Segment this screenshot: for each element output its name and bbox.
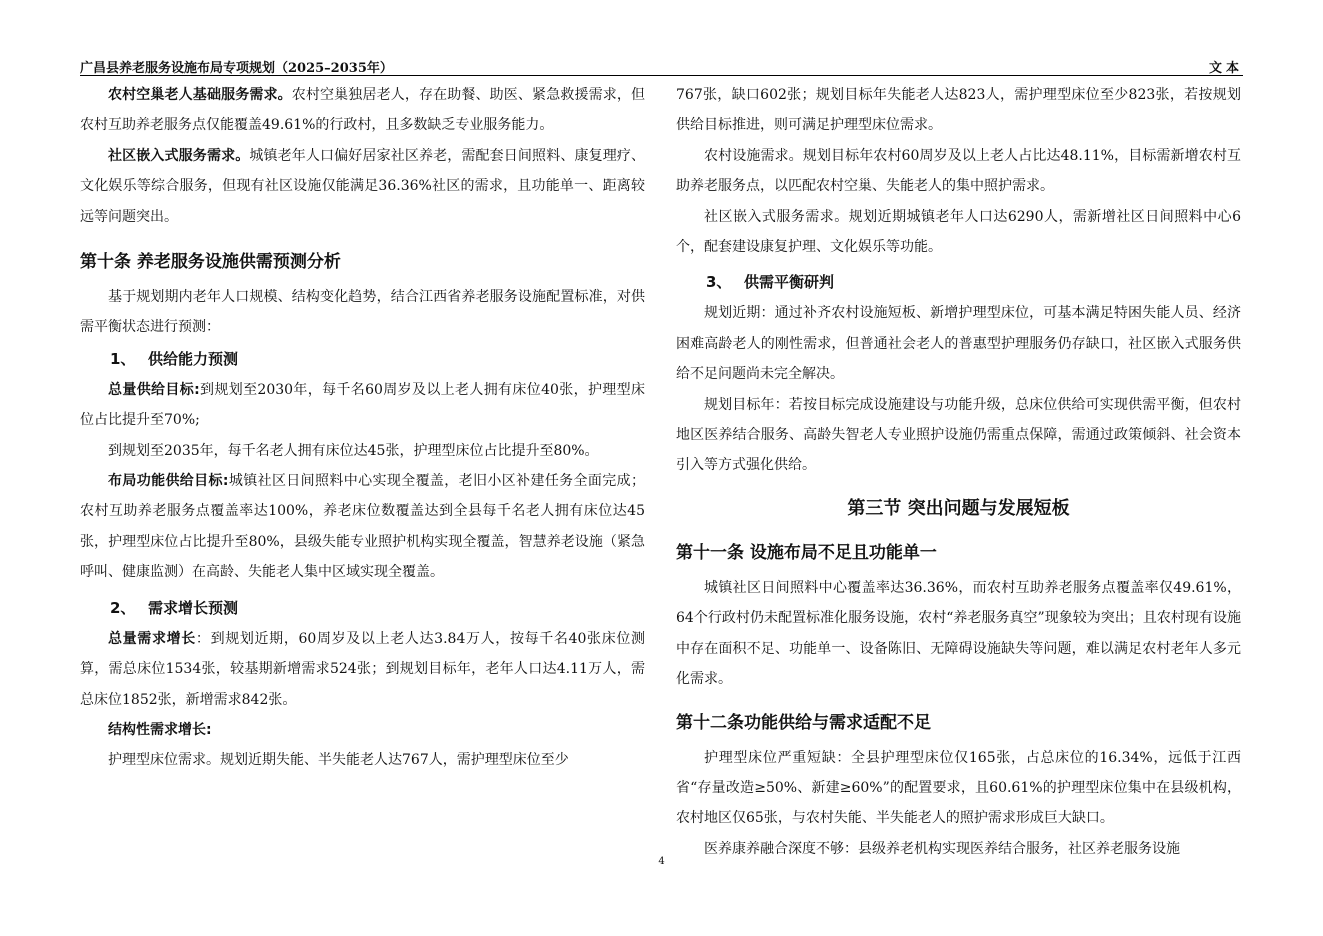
section-title: 第三节 突出问题与发展短板 <box>847 497 1070 519</box>
paragraph-lead: 结构性需求增长: <box>108 721 212 738</box>
header-label: 文本 <box>1208 61 1243 76</box>
paragraph: 护理型床位严重短缺：全县护理型床位仅165张，占总床位的16.34%，远低于江西省“存量改造≥50%、新建≥60%”的配置要求，且60.61%的护理型床位集中在县级机构，农村地区仅65张，与农村失能、半失能老人的照护需求形成巨大缺口。 <box>676 749 1241 827</box>
subsection-heading <box>80 343 645 375</box>
subsection-heading <box>676 266 1241 298</box>
paragraph-text: 城镇老年人口偏好居家社区养老，需配套日间照料、康复理疗、文化娱乐等综合服务，但现有社区设施仅能满足36.36%社区的需求，且功能单一、距离较远等问题突出。 <box>80 147 646 225</box>
paragraph: 到规划至2035年，每千名老人拥有床位达45张，护理型床位占比提升至80%。 <box>108 442 599 459</box>
article-12-title: 第十二条功能供给与需求适配不足 <box>676 712 931 733</box>
subsection-title: 需求增长预测 <box>148 598 239 617</box>
paragraph: 城镇社区日间照料中心覆盖率达36.36%，而农村互助养老服务点覆盖率仅49.61%，64个行政村仍未配置标准化服务设施，农村“养老服务真空”现象较为突出；且农村现有设施中存在面积不足、功能单一、设备陈旧、无障碍设施缺失等问题，难以满足农村老年人多元化需求。 <box>676 579 1241 688</box>
paragraph <box>80 80 645 141</box>
paragraph-text: 到规划至2030年，每千名60周岁及以上老人拥有床位40张，护理型床位占比提升至70%; <box>80 381 645 429</box>
paragraph: 社区嵌入式服务需求。规划近期城镇老年人口达6290人，需新增社区日间照料中心6个，配套建设康复护理、文化娱乐等功能。 <box>676 208 1241 256</box>
paragraph: 护理型床位需求。规划近期失能、半失能老人达767人，需护理型床位至少 <box>108 752 569 769</box>
paragraph: 规划近期：通过补齐农村设施短板、新增护理型床位，可基本满足特困失能人员、经济困难高龄老人的刚性需求，但普通社会老人的普惠型护理服务仍存缺口，社区嵌入式服务供给不足问题尚未完全解决。 <box>676 305 1241 383</box>
paragraph: 767张，缺口602张；规划目标年失能老人达823人，需护理型床位至少823张，若按规划供给目标推进，则可满足护理型床位需求。 <box>676 87 1241 134</box>
paragraph <box>80 466 645 588</box>
paragraph <box>80 715 645 745</box>
paragraph <box>80 375 645 436</box>
subsection-number: 1、 <box>110 349 136 368</box>
paragraph-lead: 社区嵌入式服务需求。 <box>108 147 250 164</box>
article-10-title: 第十条 养老服务设施供需预测分析 <box>80 252 341 273</box>
paragraph <box>80 141 645 232</box>
paragraph: 医养康养融合深度不够：县级养老机构实现医养结合服务，社区养老服务设施 <box>704 840 1180 857</box>
page-header <box>80 55 1243 76</box>
paragraph: 规划目标年：若按目标完成设施建设与功能升级，总床位供给可实现供需平衡，但农村地区医养结合服务、高龄失智老人专业照护设施仍需重点保障，需通过政策倾斜、社会资本引入等方式强化供给。 <box>676 396 1241 474</box>
header-title: 广昌县养老服务设施布局专项规划（2025–2035年） <box>80 61 393 76</box>
subsection-number: 3、 <box>706 273 732 292</box>
paragraph: 基于规划期内老年人口规模、结构变化趋势，结合江西省养老服务设施配置标准，对供需平衡状态进行预测： <box>80 289 645 336</box>
paragraph-lead: 总量需求增长 <box>108 630 196 647</box>
paragraph-text: 城镇社区日间照料中心实现全覆盖，老旧小区补建任务全面完成；农村互助养老服务点覆盖率达100%，养老床位数覆盖达到全县每千名老人拥有床位达45张，护理型床位占比提升至80%，县级失能专业照护机构实现全覆盖，智慧养老设施（紧急呼叫、健康监测）在高龄、失能老人集中区域实现全覆盖。 <box>80 473 645 581</box>
subsection-heading <box>80 592 645 624</box>
paragraph-lead: 布局功能供给目标: <box>108 473 229 490</box>
page-number: 4 <box>658 856 665 867</box>
subsection-number: 2、 <box>110 598 136 617</box>
paragraph-lead: 农村空巢老人基础服务需求。 <box>108 87 292 103</box>
paragraph-text: 农村空巢独居老人，存在助餐、助医、紧急救援需求，但农村互助养老服务点仅能覆盖49.61%的行政村，且多数缺乏专业服务能力。 <box>80 87 646 134</box>
subsection-title: 供需平衡研判 <box>744 273 835 292</box>
paragraph <box>80 624 645 715</box>
paragraph-text: ：到规划近期，60周岁及以上老人达3.84万人，按每千名40张床位测算，需总床位1534张，较基期新增需求524张；到规划目标年，老年人口达4.11万人，需总床位1852张，新增需求842张。 <box>80 630 645 708</box>
right-column <box>676 80 1241 864</box>
article-11-title: 第十一条 设施布局不足且功能单一 <box>676 542 937 563</box>
paragraph: 农村设施需求。规划目标年农村60周岁及以上老人占比达48.11%，目标需新增农村互助养老服务点，以匹配农村空巢、失能老人的集中照护需求。 <box>676 147 1241 195</box>
left-column <box>80 80 645 776</box>
paragraph-lead: 总量供给目标: <box>108 381 200 398</box>
subsection-title: 供给能力预测 <box>148 349 239 368</box>
